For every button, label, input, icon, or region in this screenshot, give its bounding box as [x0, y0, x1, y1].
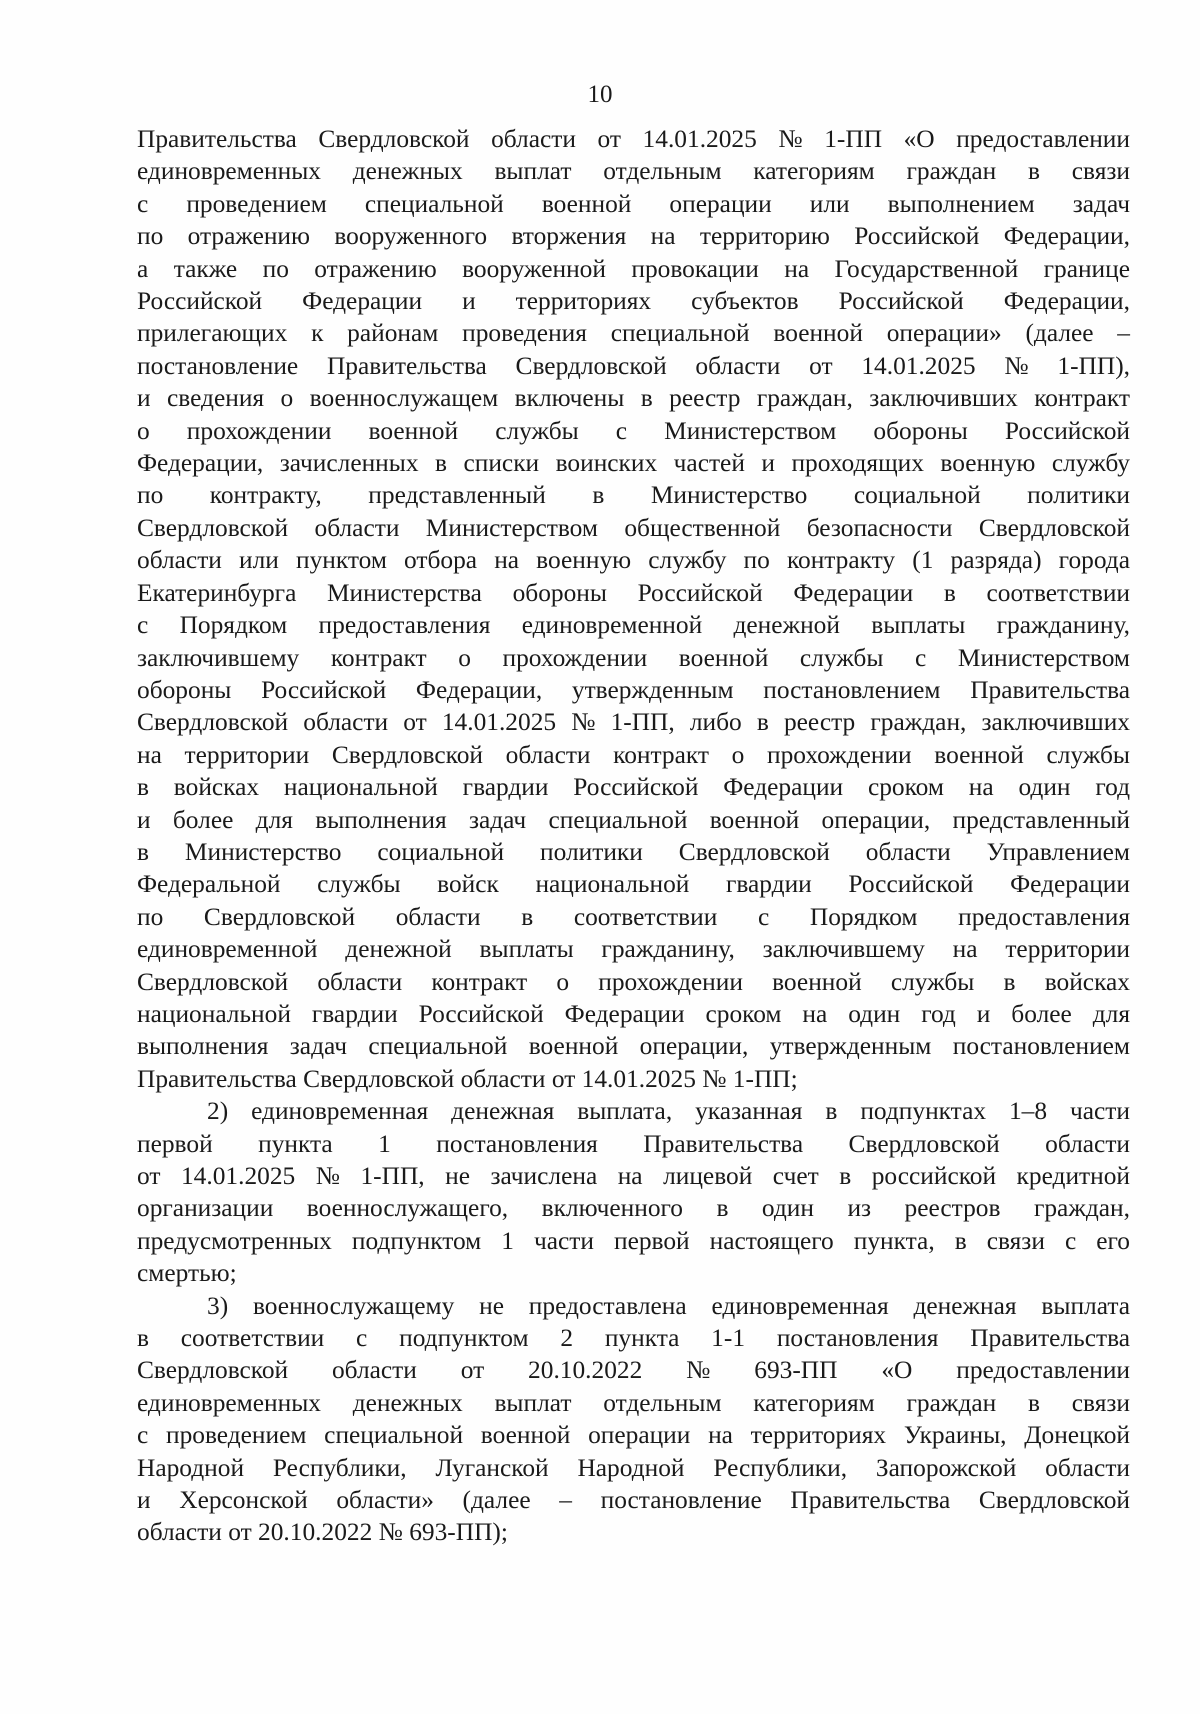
text-line: Федерации, зачисленных в списки воинских частей и проходящих военную службу [137, 449, 1130, 478]
text-line: Свердловской области Министерством общественной безопасности Свердловской [137, 513, 1130, 542]
text-line: смертью; [137, 1259, 237, 1288]
text-line: в войсках национальной гвардии Российской Федерации сроком на один год [137, 773, 1130, 802]
text-line: Федеральной службы войск национальной гвардии Российской Федерации [137, 870, 1130, 899]
text-line: Свердловской области от 14.01.2025 № 1-ПП, либо в реестр граждан, заключивших [137, 708, 1130, 737]
text-line: Народной Республики, Луганской Народной Республики, Запорожской области [137, 1453, 1130, 1482]
text-line: и Херсонской области» (далее – постановление Правительства Свердловской [137, 1486, 1130, 1515]
document-body [137, 123, 1130, 1549]
text-line: выполнения задач специальной военной операции, утвержденным постановлением [137, 1032, 1130, 1061]
text-line: в соответствии с подпунктом 2 пункта 1-1 постановления Правительства [137, 1324, 1130, 1353]
text-line: по отражению вооруженного вторжения на территорию Российской Федерации, [137, 222, 1130, 251]
text-line: от 14.01.2025 № 1-ПП, не зачислена на лицевой счет в российской кредитной [137, 1162, 1130, 1190]
page-number: 10 [587, 81, 613, 108]
text-line: заключившему контракт о прохождении военной службы с Министерством [137, 643, 1130, 672]
text-line: Российской Федерации и территориях субъектов Российской Федерации, [137, 287, 1130, 316]
text-line: с Порядком предоставления единовременной денежной выплаты гражданину, [137, 611, 1130, 640]
text-line: на территории Свердловской области контракт о прохождении военной службы [137, 740, 1130, 769]
text-line: постановление Правительства Свердловской области от 14.01.2025 № 1-ПП), [137, 351, 1130, 380]
text-line: области от 20.10.2022 № 693-ПП); [137, 1518, 508, 1547]
text-line: единовременной денежной выплаты гражданину, заключившему на территории [137, 935, 1130, 964]
text-line: единовременных денежных выплат отдельным категориям граждан в связи [137, 157, 1130, 186]
text-line: Правительства Свердловской области от 14.01.2025 № 1-ПП; [137, 1064, 798, 1093]
text-line: и сведения о военнослужащем включены в реестр граждан, заключивших контракт [137, 384, 1130, 413]
text-line: 2) единовременная денежная выплата, указанная в подпунктах 1–8 части [207, 1097, 1130, 1126]
text-line: а также по отражению вооруженной провокации на Государственной границе [137, 254, 1130, 283]
text-line: области или пунктом отбора на военную службу по контракту (1 разряда) города [137, 546, 1130, 575]
text-line: предусмотренных подпунктом 1 части первой настоящего пункта, в связи с его [137, 1226, 1130, 1255]
text-line: 3) военнослужащему не предоставлена единовременная денежная выплата [207, 1291, 1130, 1320]
text-line: по Свердловской области в соответствии с Порядком предоставления [137, 902, 1130, 931]
text-line: о прохождении военной службы с Министерством обороны Российской [137, 416, 1130, 445]
text-line: первой пункта 1 постановления Правительства Свердловской области [137, 1129, 1130, 1158]
text-line: национальной гвардии Российской Федерации сроком на один год и более для [137, 999, 1130, 1028]
text-line: единовременных денежных выплат отдельным категориям граждан в связи [137, 1388, 1130, 1417]
text-line: обороны Российской Федерации, утвержденным постановлением Правительства [137, 675, 1130, 704]
text-line: в Министерство социальной политики Свердловской области Управлением [137, 837, 1130, 866]
text-line: Свердловской области контракт о прохождении военной службы в войсках [137, 967, 1130, 996]
text-line: с проведением специальной военной операции или выполнением задач [137, 189, 1130, 218]
text-line: с проведением специальной военной операции на территориях Украины, Донецкой [137, 1421, 1130, 1450]
text-line: прилегающих к районам проведения специальной военной операции» (далее – [137, 319, 1130, 348]
text-line: и более для выполнения задач специальной военной операции, представленный [137, 805, 1130, 834]
text-line: Свердловской области от 20.10.2022 № 693-ПП «О предоставлении [137, 1356, 1130, 1385]
text-line: Правительства Свердловской области от 14.01.2025 № 1-ПП «О предоставлении [137, 125, 1130, 153]
text-line: по контракту, представленный в Министерство социальной политики [137, 481, 1130, 510]
text-line: организации военнослужащего, включенного в один из реестров граждан, [137, 1194, 1130, 1223]
text-line: Екатеринбурга Министерства обороны Российской Федерации в соответствии [137, 578, 1130, 607]
